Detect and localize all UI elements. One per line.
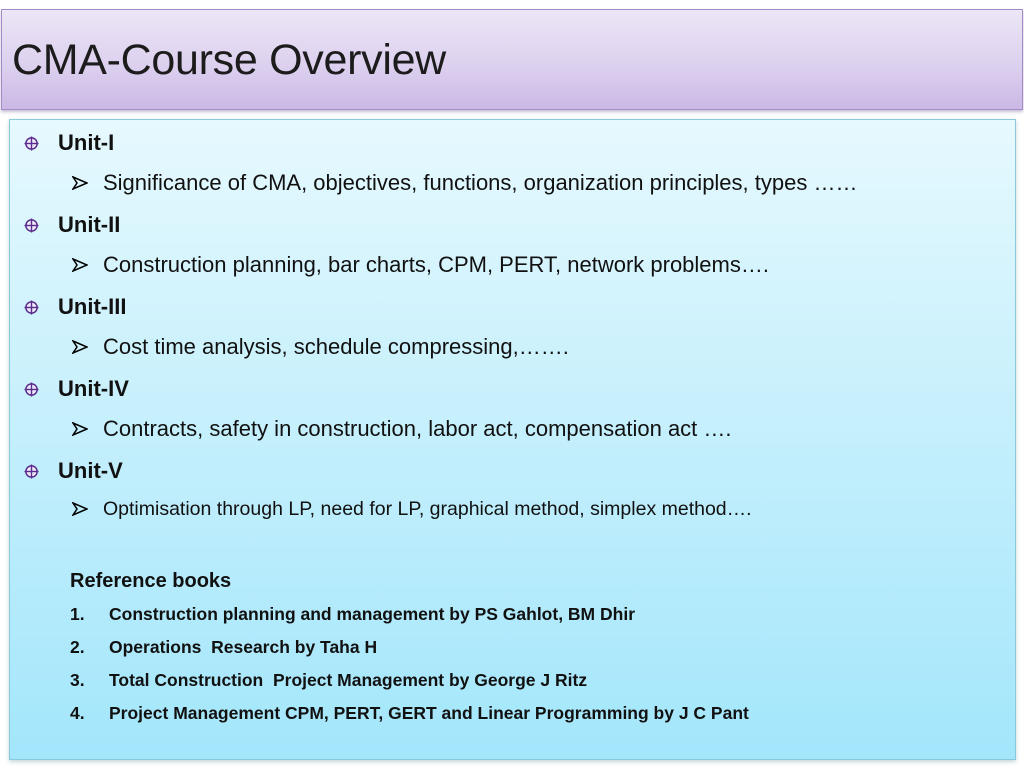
unit-item-4 — [24, 375, 129, 403]
unit-item-5 — [24, 457, 123, 485]
unit-topics-text: Significance of CMA, objectives, functions, organization principles, types …… — [103, 170, 858, 195]
arrow-bullet-icon — [72, 176, 88, 190]
reference-heading: Reference books — [70, 570, 232, 592]
reference-number: 4. — [70, 703, 85, 723]
reference-text: Total Construction Project Management by George J Ritz — [109, 670, 588, 690]
reference-number: 1. — [70, 604, 85, 624]
arrow-bullet-icon — [72, 422, 88, 436]
reference-number: 3. — [70, 670, 85, 690]
unit-title: Unit-IV — [58, 376, 129, 401]
unit-title: Unit-II — [58, 212, 121, 237]
unit-title: Unit-I — [58, 130, 115, 155]
unit-topics-text: Contracts, safety in construction, labor act, compensation act …. — [103, 416, 732, 441]
crosshair-circle-icon — [24, 382, 39, 397]
unit-title: Unit-III — [58, 294, 127, 319]
slide-title: CMA-Course Overview — [12, 36, 446, 84]
unit-item-1 — [24, 129, 115, 157]
reference-text: Construction planning and management by PS Gahlot, BM Dhir — [109, 604, 635, 624]
reference-number: 2. — [70, 637, 85, 657]
crosshair-circle-icon — [24, 464, 39, 479]
unit-item-2 — [24, 211, 121, 239]
content-panel — [9, 119, 1016, 760]
unit-topics-text: Cost time analysis, schedule compressing,……. — [103, 334, 569, 359]
reference-text: Operations Research by Taha H — [109, 637, 378, 657]
arrow-bullet-icon — [72, 502, 88, 516]
crosshair-circle-icon — [24, 300, 39, 315]
crosshair-circle-icon — [24, 218, 39, 233]
unit-item-3 — [24, 293, 127, 321]
unit-topics-text: Construction planning, bar charts, CPM, PERT, network problems…. — [103, 252, 769, 277]
unit-title: Unit-V — [58, 458, 123, 483]
unit-topics-text: Optimisation through LP, need for LP, graphical method, simplex method…. — [103, 498, 752, 520]
title-band — [1, 9, 1023, 110]
reference-text: Project Management CPM, PERT, GERT and Linear Programming by J C Pant — [109, 703, 749, 723]
arrow-bullet-icon — [72, 258, 88, 272]
crosshair-circle-icon — [24, 136, 39, 151]
arrow-bullet-icon — [72, 340, 88, 354]
